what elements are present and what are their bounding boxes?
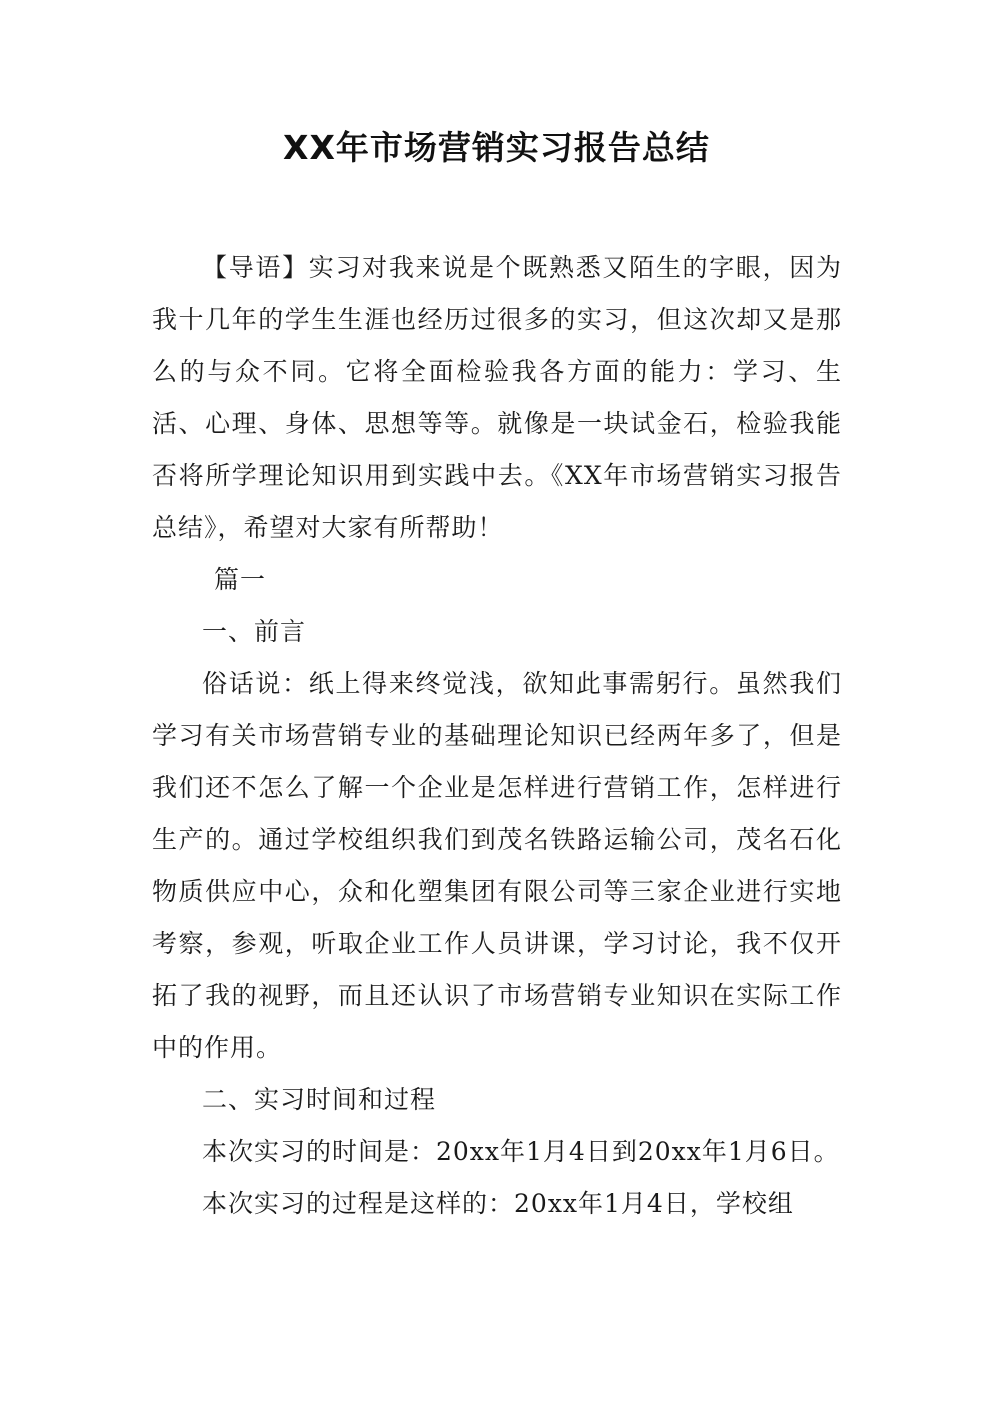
section-heading-preface: 一、前言 xyxy=(202,617,307,646)
document-title: XX年市场营销实习报告总结 xyxy=(283,128,710,167)
preface-paragraph: 俗话说：纸上得来终觉浅，欲知此事需躬行。虽然我们学习有关市场营销专业的基础理论知识已经两年多了，但是我们还不怎么了解一个企业是怎样进行营销工作，怎样进行生产的。通过学校组织我们到茂名铁路运输公司，茂名石化物质供应中心，众和化塑集团有限公司等三家企业进行实地考察，参观，听取企业工作人员讲课，学习讨论，我不仅开拓了我的视野，而且还认识了市场营销专业知识在实际工作中的作用。 xyxy=(152,669,842,1062)
section-heading-time-process: 二、实习时间和过程 xyxy=(202,1085,437,1114)
document-body xyxy=(152,242,842,1230)
part-label: 篇一 xyxy=(214,565,267,594)
internship-process-paragraph: 本次实习的过程是这样的：20xx年1月4日，学校组 xyxy=(202,1189,794,1218)
internship-time-paragraph: 本次实习的时间是：20xx年1月4日到20xx年1月6日。 xyxy=(202,1137,840,1166)
intro-paragraph: 【导语】实习对我来说是个既熟悉又陌生的字眼，因为我十几年的学生生涯也经历过很多的实习，但这次却又是那么的与众不同。它将全面检验我各方面的能力：学习、生活、心理、身体、思想等等。就像是一块试金石，检验我能否将所学理论知识用到实践中去。《XX年市场营销实习报告总结》，希望对大家有所帮助！ xyxy=(152,253,842,542)
